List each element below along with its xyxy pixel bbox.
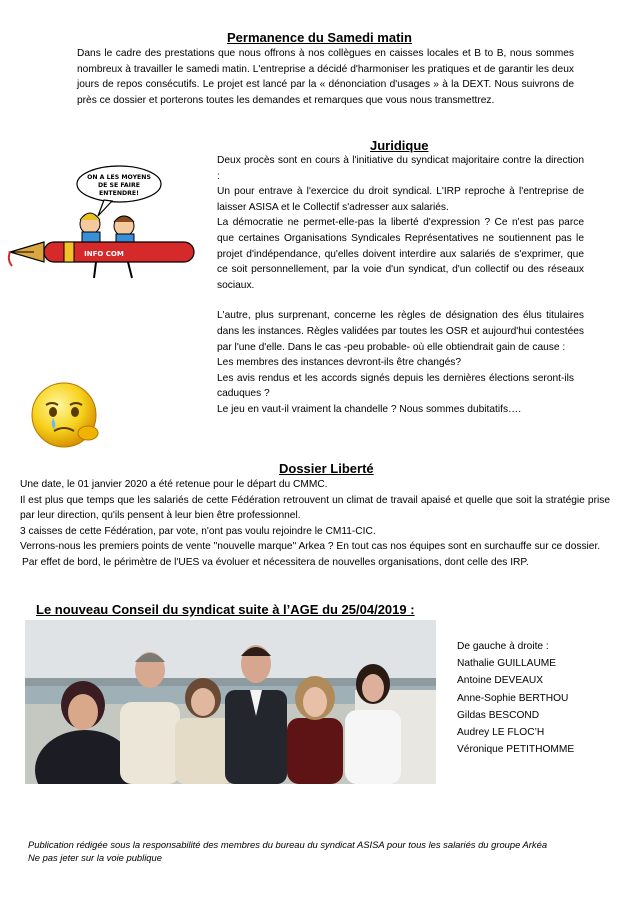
juridique-para-1: Deux procès sont en cours à l'initiative du syndicat majoritaire contre la direction : xyxy=(217,155,584,182)
juridique-para-4: L'autre, plus surprenant, concerne les règles de désignation des élus titulaires dans les instances. Règles validées par toutes les OSR et aujourd'hui contestées par l'une d'elle. Dans le cas -peu probable- où elle obtiendrait gain de cause : xyxy=(217,310,584,353)
liberte-line-5: Par effet de bord, le périmètre de l'UES va évoluer et nécessitera de nouvelles organisations, dont celle des IRP. xyxy=(22,556,529,568)
svg-text:ENTENDRE!: ENTENDRE! xyxy=(99,190,139,197)
liberte-line-3: 3 caisses de cette Fédération, par vote, n'ont pas voulu rejoindre le CM11-CIC. xyxy=(20,525,376,537)
sad-emoji-icon xyxy=(26,381,106,453)
footer-line-2: Ne pas jeter sur la voie publique xyxy=(28,852,162,863)
footer-line-1: Publication rédigée sous la responsabilité des membres du bureau du syndicat ASISA pour tous les salariés du groupe Arkéa xyxy=(28,839,548,850)
liberte-line-4: Verrons-nous les premiers points de vente "nouvelle marque" Arkea ? En tout cas nos équipes sont en surchauffe sur ce dossier. xyxy=(20,541,601,553)
member-name: Nathalie GUILLAUME xyxy=(457,658,557,670)
juridique-para-6: Les avis rendus et les accords signés depuis les dernières élections seront-ils caduques ? xyxy=(217,372,574,400)
photo-caption xyxy=(457,638,574,758)
section-title-permanence: Permanence du Samedi matin xyxy=(227,30,412,45)
juridique-para-3: La démocratie ne permet-elle-pas la liberté d'expression ? Ce n'est pas parce que certaines Organisations Syndicales Représentatives ne soutiennent pas le projet d'indépendance, qu'elles doivent interdire aux salariés de s'exprimer, que ce soit personnellement, par la voie d'un syndicat, d'un collectif ou des réseaux sociaux. xyxy=(217,217,584,291)
liberte-line-1: Une date, le 01 janvier 2020 a été retenue pour le départ du CMMC. xyxy=(20,479,328,490)
cartoon-label-text: INFO COM xyxy=(84,250,124,258)
svg-text:DE SE FAIRE: DE SE FAIRE xyxy=(98,182,140,189)
caption-intro: De gauche à droite : xyxy=(457,641,549,652)
member-name: Véronique PETITHOMME xyxy=(457,744,575,756)
permanence-body: Dans le cadre des prestations que nous offrons à nos collègues en caisses locales et B to B, nous sommes nombreux à travailler le samedi matin. L'entreprise a décidé d'harmoniser les pratiques et de garantir les deux jours de repos consécutifs. Le projet est lancé par la « dénonciation d'usages » à la DEXT. Nous suivrons de près ce dossier et porterons toutes les demandes et remarques que vous nous transmettrez. xyxy=(77,48,574,106)
member-name: Gildas BESCOND xyxy=(457,709,540,721)
cartoon-speech-text: ON A LES MOYENS xyxy=(87,174,151,181)
section-title-juridique: Juridique xyxy=(370,138,429,153)
member-name: Anne-Sophie BERTHOU xyxy=(457,692,569,704)
section-title-conseil: Le nouveau Conseil du syndicat suite à l’AGE du 25/04/2019 : xyxy=(36,602,415,617)
juridique-para-7: Le jeu en vaut-il vraiment la chandelle ? Nous sommes dubitatifs…. xyxy=(217,403,522,415)
pen-cartoon-illustration xyxy=(4,160,204,285)
juridique-para-2: Un pour entrave à l'exercice du droit syndical. L'IRP reproche à l'entreprise de laisser ASISA et le Collectif s'adresser aux salariés. xyxy=(217,186,584,213)
juridique-para-5: Les membres des instances devront-ils être changés? xyxy=(217,357,462,369)
group-photo xyxy=(25,620,436,784)
liberte-line-2: Il est plus que temps que les salariés de cette Fédération retrouvent un climat de travail apaisé et quelle que soit la stratégie prise par leur direction, qu'ils pensent à leur bien être professionnel. xyxy=(20,494,610,522)
member-name: Antoine DEVEAUX xyxy=(457,675,544,687)
section-title-liberte: Dossier Liberté xyxy=(279,461,374,476)
footer xyxy=(28,838,547,864)
member-name: Audrey LE FLOC’H xyxy=(457,727,545,739)
